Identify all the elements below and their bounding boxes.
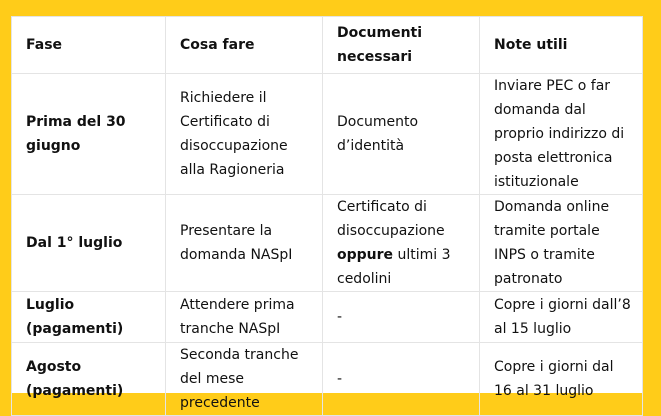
header-documenti: Documenti necessari — [323, 17, 480, 74]
cell-note: Copre i giorni dall’8 al 15 luglio — [480, 292, 643, 343]
cell-fase: Prima del 30 giugno — [12, 74, 166, 195]
cell-documenti — [323, 195, 480, 292]
header-cosa-fare: Cosa fare — [166, 17, 323, 74]
cell-note: Domanda online tramite portale INPS o tramite patronato — [480, 195, 643, 292]
cell-cosa-fare: Richiedere il Certificato di disoccupazione alla Ragioneria — [166, 74, 323, 195]
cell-cosa-fare: Seconda tranche del mese precedente — [166, 343, 323, 416]
nasp-timeline-table — [11, 16, 643, 416]
cell-fase: Agosto (pagamenti) — [12, 343, 166, 416]
cell-fase: Luglio (pagamenti) — [12, 292, 166, 343]
cell-cosa-fare: Attendere prima tranche NASpI — [166, 292, 323, 343]
info-card — [11, 16, 642, 411]
documenti-text: Certificato di disoccupazione — [337, 199, 445, 239]
cell-documenti — [323, 74, 480, 195]
header-fase: Fase — [12, 17, 166, 74]
cell-fase: Dal 1° luglio — [12, 195, 166, 292]
table-row — [12, 74, 643, 195]
documenti-text: Documento d’identità — [337, 114, 419, 154]
cell-documenti — [323, 343, 480, 416]
cell-documenti — [323, 292, 480, 343]
header-note: Note utili — [480, 17, 643, 74]
table-row — [12, 343, 643, 416]
table-row — [12, 195, 643, 292]
documenti-text: - — [337, 371, 343, 387]
documenti-text: - — [337, 309, 343, 325]
documenti-bold-text: oppure — [337, 247, 394, 263]
table-header-row — [12, 17, 643, 74]
documenti-text-after: ultimi 3 cedolini — [337, 247, 451, 287]
cell-note: Inviare PEC o far domanda dal proprio indirizzo di posta elettronica istituzionale — [480, 74, 643, 195]
cell-note: Copre i giorni dal 16 al 31 luglio — [480, 343, 643, 416]
cell-cosa-fare: Presentare la domanda NASpI — [166, 195, 323, 292]
table-row — [12, 292, 643, 343]
